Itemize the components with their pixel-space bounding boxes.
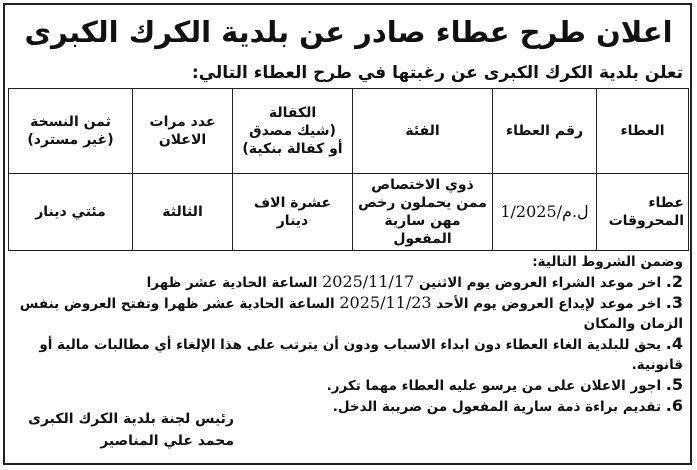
cell-tender: عطاء المحروقات <box>597 174 689 251</box>
header-ad-count: عدد مرات الاعلان <box>133 89 233 174</box>
header-category: الفئة <box>353 89 493 174</box>
table-header-row <box>9 89 689 174</box>
header-number: رقم العطاء <box>493 89 597 174</box>
cell-number: ل.م/1/2025 <box>493 174 597 251</box>
term-item: 3. اخر موعد لإيداع العروض يوم الأحد 2025/11/23 الساعة الحادية عشر ظهرا وتفتح العروض بنفس الزمان والمكان <box>19 293 683 332</box>
cell-copy-price: مئتي دينار <box>9 174 133 251</box>
term-item: 4. يحق للبلدية الغاء العطاء دون ابداء الاسباب ودون أن يترتب على هذا الإلغاء أي مطالبات مالية أو قانونية. <box>39 334 683 373</box>
term-item: 6. تقديم براءة ذمة سارية المفعول من ضريبة الدخل. <box>332 396 683 415</box>
term-item: 2. اخر موعد الشراء العروض يوم الاثنين 2025/11/17 الساعة الحادية عشر ظهرا <box>146 272 683 291</box>
signature-name: محمد علي المناصير <box>100 433 234 449</box>
header-tender: العطاء <box>597 89 689 174</box>
cell-category: ذوي الاختصاص ممن يحملون رخص مهن سارية المفعول <box>353 174 493 251</box>
terms-heading: وضمن الشروط التالية: <box>532 254 683 270</box>
header-guarantee: الكفالة (شيك مصدق أو كفالة بنكية) <box>233 89 353 174</box>
table-row <box>9 174 689 251</box>
signature-title: رئيس لجنة بلدية الكرك الكبرى <box>28 411 234 427</box>
signature-block <box>14 408 234 452</box>
intro-text: تعلن بلدية الكرك الكبرى عن رغبتها في طرح العطاء التالي: <box>191 63 683 83</box>
header-copy-price: ثمن النسخة (غير مسترد) <box>9 89 133 174</box>
term-item: 5. اجور الاعلان على من يرسو عليه العطاء مهما تكرر. <box>326 375 683 394</box>
cell-ad-count: الثالثة <box>133 174 233 251</box>
page-title: اعلان طرح عطاء صادر عن بلدية الكرك الكبرى <box>24 15 673 49</box>
tender-table <box>8 88 689 251</box>
terms-section <box>7 252 683 417</box>
cell-guarantee: عشرة الاف دينار <box>233 174 353 251</box>
